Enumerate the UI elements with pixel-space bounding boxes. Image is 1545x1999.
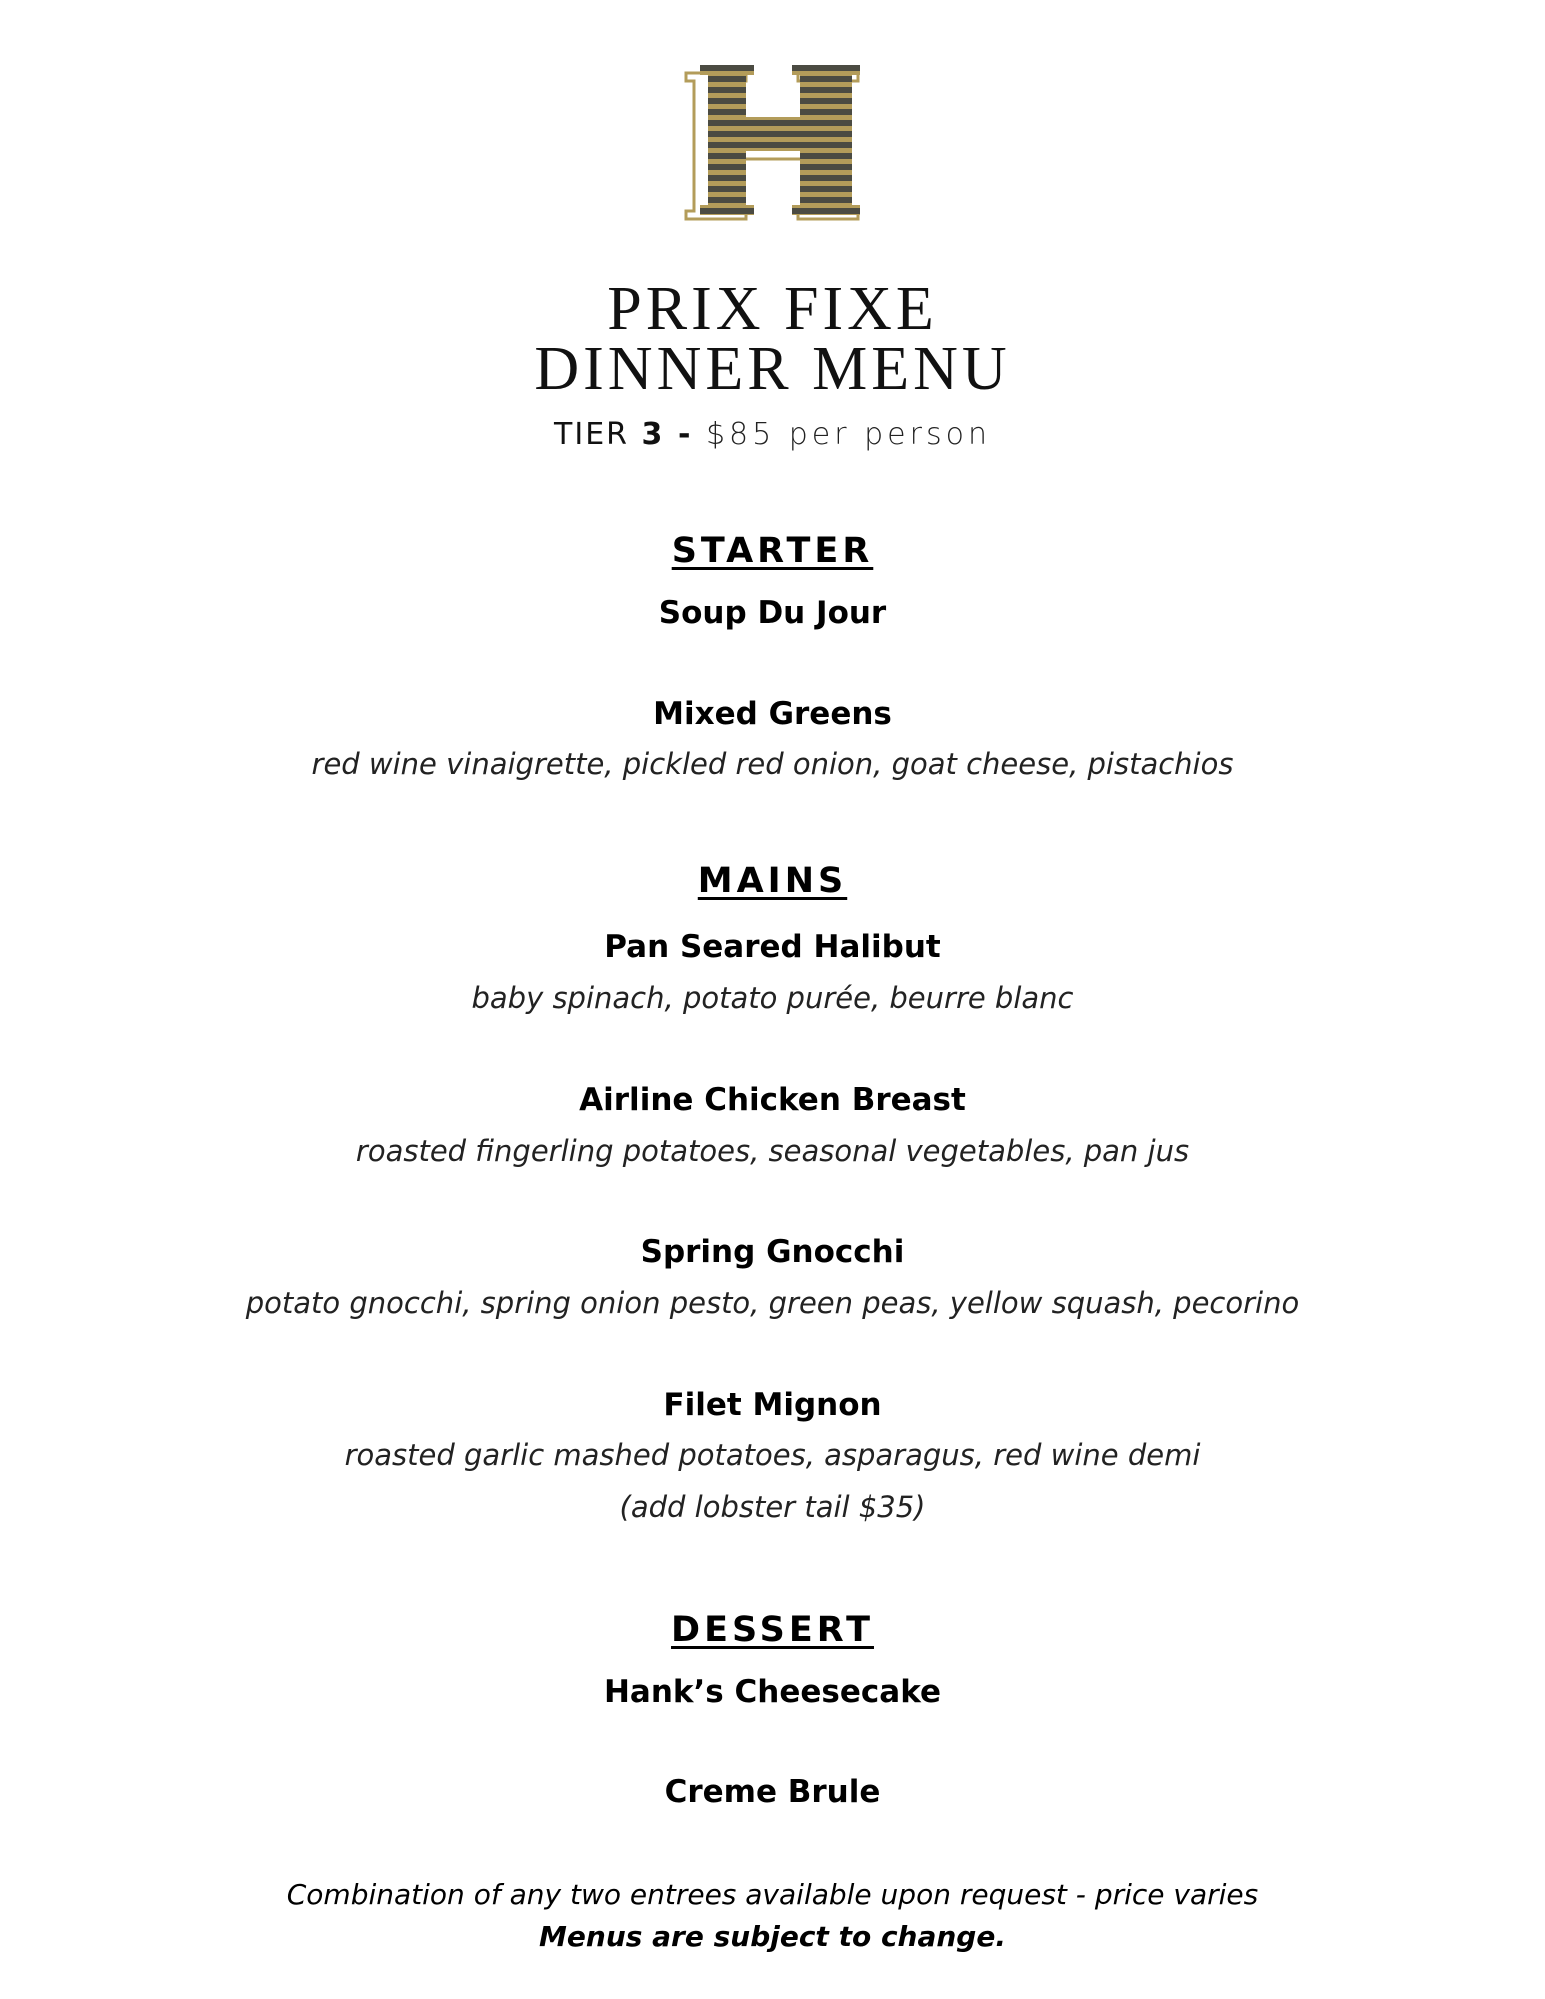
menu-item-description: red wine vinaigrette, pickled red onion, goat cheese, pistachios xyxy=(311,747,1234,781)
menu-title-line1: PRIX FIXE xyxy=(607,275,938,343)
menu-item-name: Creme Brule xyxy=(664,1774,881,1810)
tier-line xyxy=(0,417,1545,452)
menu-item-name: Soup Du Jour xyxy=(658,595,887,631)
logo-h-icon xyxy=(682,65,860,221)
section-heading-starter: STARTER xyxy=(671,531,874,571)
menu-item-name: Mixed Greens xyxy=(653,696,892,732)
menu-item-description: potato gnocchi, spring onion pesto, green peas, yellow squash, pecorino xyxy=(245,1286,1300,1320)
menu-item-name: Airline Chicken Breast xyxy=(579,1082,966,1118)
menu-item-name: Pan Seared Halibut xyxy=(604,929,941,965)
menu-item-name: Filet Mignon xyxy=(663,1387,882,1423)
menu-item-addon: (add lobster tail $35) xyxy=(619,1490,926,1524)
menu-item-name: Spring Gnocchi xyxy=(640,1234,905,1270)
tier-label: TIER xyxy=(554,417,629,452)
menu-item-name: Hank’s Cheesecake xyxy=(603,1674,942,1710)
section-heading-dessert: DESSERT xyxy=(671,1610,874,1650)
menu-item-description: baby spinach, potato purée, beurre blanc xyxy=(471,981,1074,1015)
menu-item-description: roasted fingerling potatoes, seasonal vegetables, pan jus xyxy=(355,1134,1190,1168)
menu-title-line2: DINNER MENU xyxy=(534,335,1011,403)
change-note: Menus are subject to change. xyxy=(539,1920,1006,1953)
combination-note: Combination of any two entrees available upon request - price varies xyxy=(286,1878,1259,1911)
menu-item-description: roasted garlic mashed potatoes, asparagus, red wine demi xyxy=(344,1438,1201,1472)
tier-separator: - xyxy=(677,417,694,452)
tier-price: $85 per person xyxy=(705,417,991,452)
tier-number: 3 xyxy=(641,417,666,452)
section-heading-mains: MAINS xyxy=(697,861,848,901)
